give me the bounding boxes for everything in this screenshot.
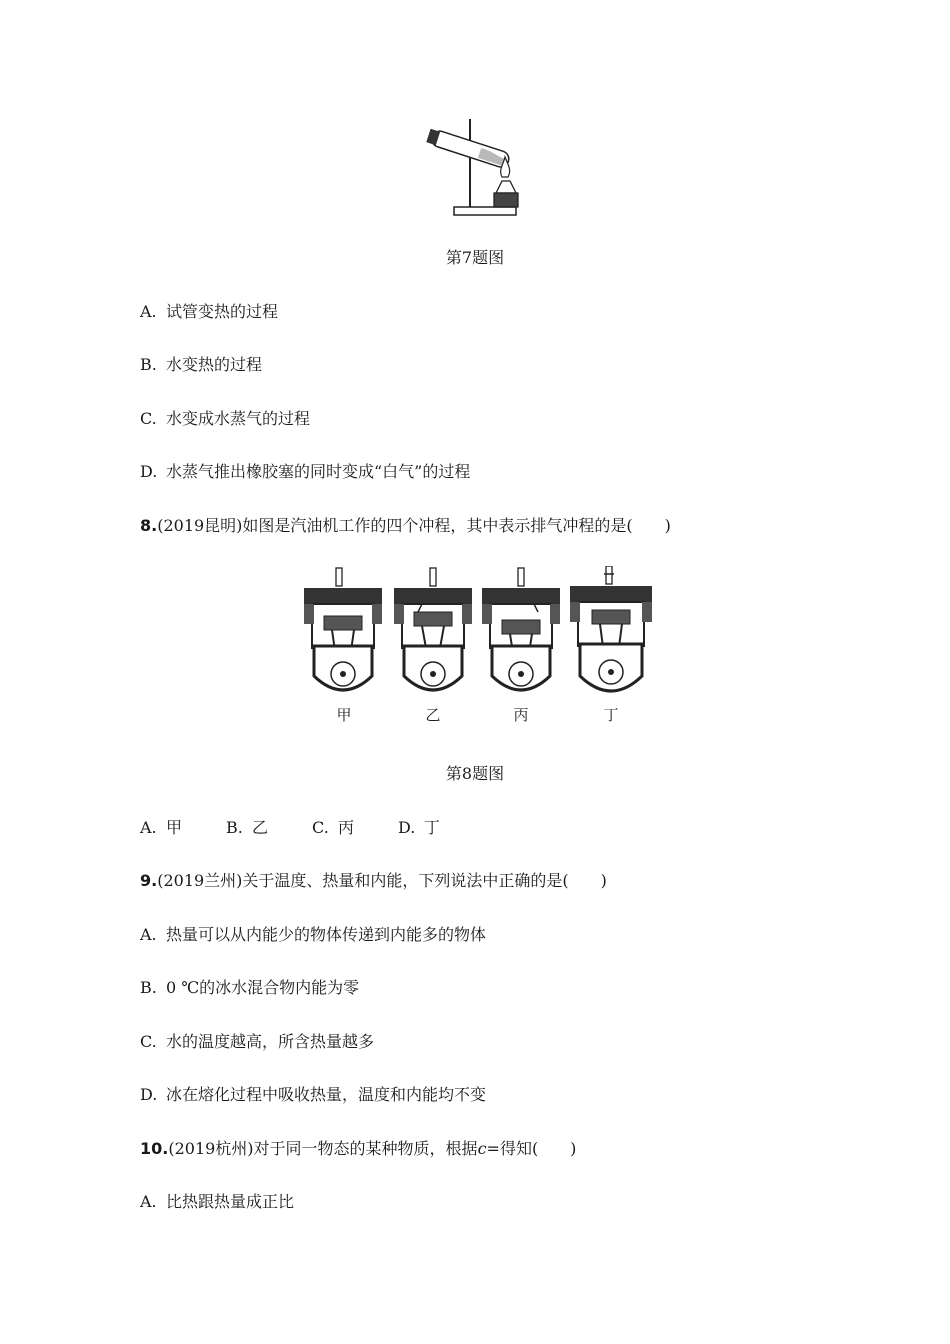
option-text: 甲 (166, 818, 183, 837)
engine-diagram-bing (480, 566, 562, 702)
option-letter: A. (140, 925, 157, 944)
q9-option-c[interactable] (140, 1032, 374, 1052)
q7-option-d[interactable] (140, 462, 470, 482)
option-text: 丁 (424, 818, 441, 837)
option-text: 0 ℃的冰水混合物内能为零 (166, 978, 360, 997)
q8-options-row (140, 818, 484, 838)
q9-option-b[interactable] (140, 978, 359, 998)
option-letter: B. (226, 818, 243, 837)
engine-label-yi: 乙 (425, 706, 441, 724)
engine-label-jia: 甲 (336, 706, 352, 724)
engine-diagram-yi (392, 566, 474, 702)
question-number: 9. (140, 871, 158, 890)
q8-option-a[interactable] (140, 818, 182, 838)
option-text: 试管变热的过程 (166, 302, 279, 321)
engine-diagram-jia (302, 566, 384, 702)
question-text-before: (2019杭州)对于同一物态的某种物质，根据 (168, 1139, 478, 1158)
q9-option-a[interactable] (140, 925, 486, 945)
q10-option-a[interactable] (140, 1192, 294, 1212)
option-text: 丙 (338, 818, 355, 837)
q9-stem (140, 871, 607, 891)
q7-figure-caption: 第7题图 (445, 248, 505, 267)
q10-stem (140, 1139, 576, 1159)
option-letter: A. (140, 818, 157, 837)
q8-option-c[interactable] (312, 818, 354, 838)
option-letter: C. (140, 409, 157, 428)
test-tube-apparatus-figure (420, 115, 530, 220)
option-letter: B. (140, 355, 157, 374)
engine-label-ding: 丁 (603, 706, 619, 724)
option-letter: C. (140, 1032, 157, 1051)
option-text: 水变成水蒸气的过程 (166, 409, 311, 428)
option-letter: D. (140, 1085, 158, 1104)
question-number: 8. (140, 516, 158, 535)
q9-option-d[interactable] (140, 1085, 486, 1105)
option-text: 水的温度越高，所含热量越多 (166, 1032, 375, 1051)
q7-option-c[interactable] (140, 409, 310, 429)
option-text: 乙 (252, 818, 269, 837)
option-letter: C. (312, 818, 329, 837)
option-letter: B. (140, 978, 157, 997)
question-text: (2019兰州)关于温度、热量和内能，下列说法中正确的是( ) (157, 871, 607, 890)
q8-stem (140, 516, 671, 536)
question-number: 10. (140, 1139, 169, 1158)
question-text: (2019昆明)如图是汽油机工作的四个冲程，其中表示排气冲程的是( ) (157, 516, 671, 535)
option-letter: A. (140, 302, 157, 321)
q7-option-a[interactable] (140, 302, 278, 322)
formula-variable-c: c (477, 1139, 487, 1158)
q8-option-d[interactable] (398, 818, 440, 838)
question-text-after: =得知( ) (486, 1139, 577, 1158)
option-letter: D. (398, 818, 416, 837)
q7-option-b[interactable] (140, 355, 262, 375)
option-text: 冰在熔化过程中吸收热量，温度和内能均不变 (166, 1085, 487, 1104)
q8-option-b[interactable] (226, 818, 268, 838)
option-text: 水蒸气推出橡胶塞的同时变成“白气”的过程 (166, 462, 471, 481)
engine-diagram-ding (568, 566, 654, 702)
option-letter: A. (140, 1192, 157, 1211)
q8-figure-caption: 第8题图 (445, 764, 505, 783)
engine-label-bing: 丙 (513, 706, 529, 724)
option-text: 水变热的过程 (166, 355, 263, 374)
option-letter: D. (140, 462, 158, 481)
option-text: 热量可以从内能少的物体传递到内能多的物体 (166, 925, 487, 944)
option-text: 比热跟热量成正比 (166, 1192, 295, 1211)
